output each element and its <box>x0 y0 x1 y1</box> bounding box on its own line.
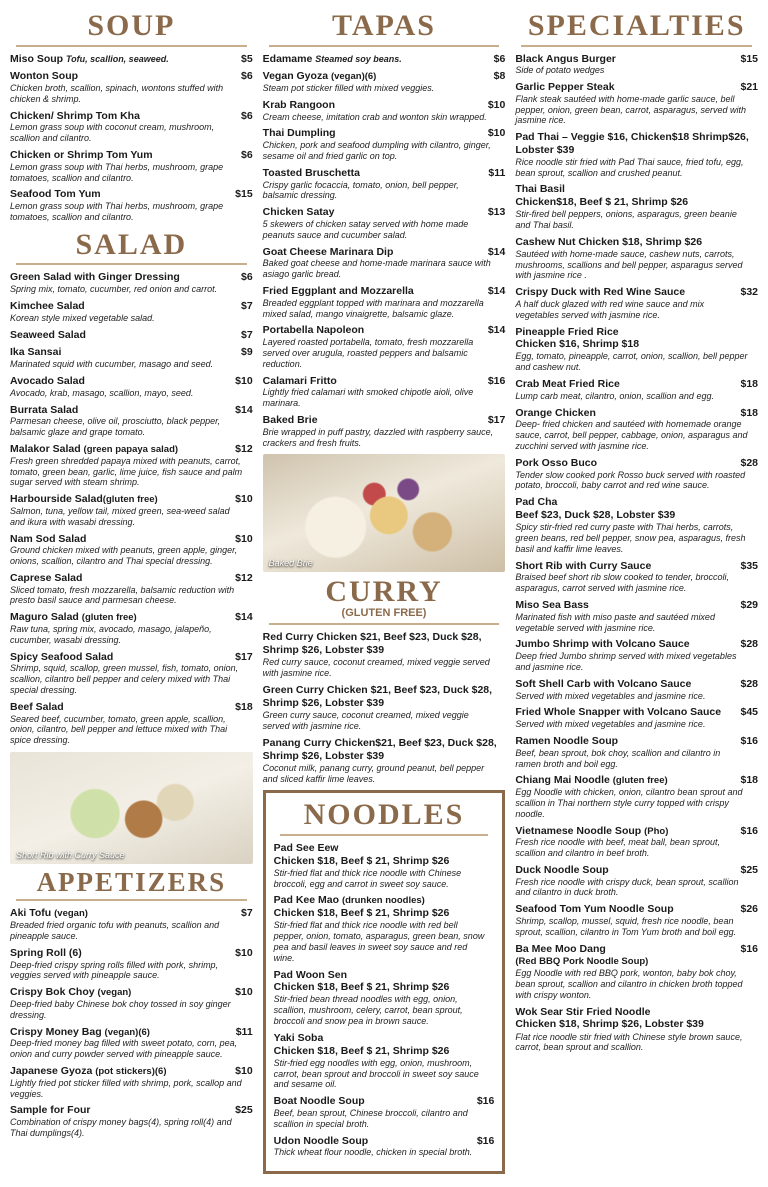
item-name: Black Angus Burger <box>515 52 616 65</box>
menu-item <box>263 70 506 94</box>
item-desc: Flat rice noodle stir fried with Chinese style brown sauce, carrot, bean sprout and scallion. <box>515 1031 743 1053</box>
item-name: Thai Basil <box>515 183 565 196</box>
item-price: $17 <box>487 414 506 427</box>
item-prices: Chicken $18, Beef $ 21, Shrimp $26 <box>273 907 450 920</box>
item-name: Avocado Salad <box>10 374 85 387</box>
item-name: Goat Cheese Marinara Dip <box>262 245 394 258</box>
section-title-noodles: NOODLES <box>303 798 465 832</box>
item-name: Fried Eggplant and Mozzarella <box>262 285 414 298</box>
item-name: Chicken/ Shrimp Tom Kha <box>10 109 140 122</box>
item-name: Duck Noodle Soup <box>515 863 609 876</box>
menu-item <box>515 326 758 374</box>
item-name: Miso Soup Tofu, scallion, seaweed. <box>10 53 185 66</box>
menu-item <box>10 651 253 696</box>
item-desc: Braised beef short rib slow cooked to tender, broccoli, asparagus, carrot served with jasmine rice. <box>515 572 729 594</box>
item-prices: Chicken $18, Shrimp $26, Lobster $39 <box>515 1018 704 1031</box>
item-name: Spicy Seafood Salad <box>10 650 114 663</box>
item-name: Jumbo Shrimp with Volcano Sauce <box>515 638 690 651</box>
menu-item <box>515 407 758 452</box>
photo-short-rib <box>10 752 253 864</box>
divider <box>16 45 247 47</box>
item-price: $6 <box>493 52 506 65</box>
item-desc: Spring mix, tomato, cucumber, red onion and carrot. <box>10 284 218 295</box>
item-desc: Shrimp, scallop, mussel, squid, fresh rice noodle, bean sprout, scallion, cilantro in Tom Yum broth and boil egg. <box>515 916 737 937</box>
menu-item <box>274 1135 495 1159</box>
item-desc: Fresh green shredded papaya mixed with peanuts, carrot, tomato, green bean, garlic, lime juice, fish sauce and palm sugar served with steam shrimp. <box>10 455 243 488</box>
item-price: $14 <box>487 324 506 337</box>
item-desc: Seared beef, cucumber, tomato, green apple, scallion, onion, cilantro, bell pepper and lettuce mixed with Thai spice dressing. <box>10 713 228 746</box>
item-desc: Breaded fried organic tofu with peanuts, scallion and pineapple sauce. <box>10 920 220 941</box>
item-desc: Spicy stir-fried red curry paste with Thai herbs, carrots, green beans, red bell pepper, snow pea, asparagus, fresh basil and kaffir lime leaves. <box>515 522 746 554</box>
menu-item <box>10 346 253 370</box>
item-desc: Side of potato wedges <box>515 65 605 76</box>
item-desc: Steam pot sticker filled with mixed veggies. <box>262 83 435 94</box>
item-price: $6 <box>240 149 253 162</box>
item-name: Chiang Mai Noodle (gluten free) <box>515 774 668 787</box>
item-desc: Sautéed with home-made sauce, cashew nuts, carrots, mushrooms, scallions and bell pepper, asparagus served with jasmine rice . <box>515 248 743 281</box>
item-name: Thai Dumpling <box>262 127 336 140</box>
item-price: $8 <box>493 70 506 83</box>
item-price: $16 <box>740 734 759 747</box>
menu-item <box>10 907 253 941</box>
menu-item <box>515 678 758 702</box>
salad-list <box>10 271 253 746</box>
item-name: Spring Roll (6) <box>10 946 82 959</box>
item-prices: Beef $23, Duck $28, Lobster $39 <box>515 509 676 522</box>
item-name: Maguro Salad (gluten free) <box>10 611 137 624</box>
menu-item <box>263 324 506 369</box>
item-price: $28 <box>740 677 759 690</box>
item-desc: Lemon grass soup with coconut cream, mushroom, scallion and cilantro. <box>10 122 215 144</box>
item-desc: Stir-fried bean thread noodles with egg, onion, scallion, mushroom, celery, carrot, bean sprout, broccoli and snow pea in brown sauce. <box>273 994 463 1027</box>
item-desc: Raw tuna, spring mix, avocado, masago, jalapeño, cucumber, wasabi dressing. <box>10 624 212 645</box>
item-price: $29 <box>740 598 759 611</box>
item-prices: Chicken $18, Beef $ 21, Shrimp $26 <box>273 854 450 867</box>
item-price: $28 <box>740 456 759 469</box>
menu-item <box>10 149 253 183</box>
item-name: Crispy Bok Choy (vegan) <box>10 986 132 999</box>
item-desc: Breaded eggplant topped with marinara and mozzarella mixed salad, mango vinaigrette, balsamic glaze. <box>262 297 484 319</box>
item-desc: Brie wrapped in puff pastry, dazzled with raspberry sauce, crackers and fresh fruits. <box>262 426 494 448</box>
item-price: $12 <box>235 442 253 455</box>
section-title-curry: CURRY <box>325 575 443 609</box>
menu-item <box>515 286 758 320</box>
menu-item <box>10 1026 253 1060</box>
item-price: $16 <box>487 374 506 387</box>
item-price: $18 <box>740 378 759 391</box>
item-name: Wonton Soup <box>10 70 79 83</box>
noodles-list <box>274 842 495 1158</box>
menu-item <box>274 1032 495 1090</box>
item-name: Crispy Money Bag (vegan)(6) <box>10 1025 150 1038</box>
menu-item <box>263 127 506 161</box>
item-price: $11 <box>488 166 506 179</box>
item-price: $12 <box>235 571 253 584</box>
item-price: $16 <box>740 824 759 837</box>
menu-item <box>515 774 758 819</box>
item-price: $10 <box>235 946 253 959</box>
soup-list <box>10 53 253 223</box>
item-desc: Chicken, pork and seafood dumpling with cilantro, ginger, sesame oil and fried garlic on top. <box>262 140 491 162</box>
menu-item <box>263 206 506 240</box>
item-name: Seafood Tom Yum <box>10 188 101 201</box>
appetizers-list <box>10 907 253 1138</box>
menu-item <box>10 404 253 438</box>
item-prices: Chicken $18, Beef $ 21, Shrimp $26 <box>273 981 450 994</box>
menu-item <box>10 572 253 606</box>
item-desc: Lemon grass soup with Thai herbs, mushroom, grape tomatoes, scallion and cilantro. <box>10 201 224 223</box>
curry-subtitle: (GLUTEN FREE) <box>341 606 427 619</box>
item-price: $32 <box>740 286 759 299</box>
item-price: $5 <box>240 52 253 65</box>
menu-item <box>515 638 758 672</box>
item-name: Malakor Salad (green papaya salad) <box>10 442 179 455</box>
item-name: Crispy Duck with Red Wine Sauce <box>515 286 686 299</box>
menu-item <box>263 414 506 448</box>
item-price: $9 <box>240 346 253 359</box>
item-desc: Egg, tomato, pineapple, carrot, onion, scallion, bell pepper and cashew nut. <box>515 351 748 373</box>
item-price: $10 <box>235 493 253 506</box>
item-price: $10 <box>487 98 506 111</box>
menu-item <box>10 947 253 981</box>
menu-item <box>515 236 758 281</box>
item-price: $14 <box>487 285 506 298</box>
item-price: $16 <box>740 942 759 955</box>
menu-item <box>10 1065 253 1099</box>
item-name: Pad See Eew <box>273 841 339 854</box>
item-name: Krab Rangoon <box>262 98 336 111</box>
menu-item <box>515 496 758 554</box>
item-price: $14 <box>235 611 253 624</box>
menu-item <box>263 167 506 201</box>
item-desc: Salmon, tuna, yellow tail, mixed green, sea-weed salad and ikura with wasabi dressing. <box>10 505 230 527</box>
menu-item <box>515 706 758 730</box>
menu-item <box>515 457 758 491</box>
item-desc: Stir-fried egg noodles with egg, onion, mushroom, carrot, bean sprout and broccoli in sweet soy sauce and sesame oil. <box>273 1057 479 1090</box>
noodles-panel <box>263 790 506 1174</box>
item-desc: Deep- fried chicken and sautéed with homemade orange sauce, carrot, bell pepper, cabbage, onion, asparagus and zucchini served with jasmine rice. <box>515 419 748 452</box>
item-price: $6 <box>240 109 253 122</box>
item-desc: Deep-fried crispy spring rolls filled with pork, shrimp, veggies served with pineapple sauce. <box>10 959 219 981</box>
item-name: Miso Sea Bass <box>515 598 589 611</box>
item-desc: Red curry sauce, coconut creamed, mixed veggie served with jasmine rice. <box>262 657 490 678</box>
tapas-list <box>263 53 506 449</box>
menu-item <box>263 99 506 123</box>
item-price: $14 <box>487 245 506 258</box>
item-name: Edamame Steamed soy beans. <box>262 52 402 65</box>
menu-item <box>10 271 253 295</box>
item-name: Vegan Gyoza (vegan)(6) <box>262 70 377 83</box>
menu-item <box>10 1104 253 1138</box>
item-name: Pad Kee Mao (drunken noodles) <box>273 894 425 907</box>
item-desc: Egg Noodle with red BBQ pork, wonton, baby bok choy, bean sprout, scallion and cilantro in chicken broth topped with crispy wonton. <box>515 968 743 1000</box>
item-name: Nam Sod Salad <box>10 532 87 545</box>
item-price: $16 <box>476 1095 495 1108</box>
menu-item <box>263 631 506 679</box>
item-desc: Thick wheat flour noodle, chicken in special broth. <box>273 1147 473 1158</box>
item-desc: Fresh rice noodle with beef, meat ball, bean sprout, scallion and cilantro in beef broth. <box>515 837 720 859</box>
item-price: $10 <box>235 1064 253 1077</box>
item-price: $16 <box>476 1134 495 1147</box>
item-desc: Coconut milk, panang curry, ground peanut, bell pepper and sliced kaffir lime leaves. <box>262 762 485 784</box>
item-name: Fried Whole Snapper with Volcano Sauce <box>515 706 722 719</box>
item-desc: Deep-fried money bag filled with sweet potato, corn, pea, onion and curry powder served with pineapple sauce. <box>10 1038 238 1060</box>
menu-item <box>10 533 253 567</box>
menu-item <box>515 864 758 898</box>
menu-item <box>515 53 758 77</box>
item-price: $18 <box>235 700 253 713</box>
item-price: $10 <box>235 374 253 387</box>
item-desc: Served with mixed vegetables and jasmine rice. <box>515 690 706 701</box>
menu-item <box>263 53 506 66</box>
item-price: $7 <box>240 328 253 341</box>
photo-baked-brie <box>263 454 506 572</box>
item-name: Burrata Salad <box>10 403 79 416</box>
item-desc: Lump carb meat, cilantro, onion, scallion and egg. <box>515 390 714 401</box>
item-name: Beef Salad <box>10 700 64 713</box>
item-price: $15 <box>235 188 253 201</box>
menu-item <box>515 560 758 594</box>
photo-caption: Baked Brie <box>268 558 313 569</box>
section-title-salad: SALAD <box>75 227 188 261</box>
menu-item <box>10 53 253 66</box>
item-name: Ramen Noodle Soup <box>515 734 619 747</box>
section-title-specialties: SPECIALTIES <box>527 9 746 42</box>
menu-item <box>10 300 253 324</box>
item-desc: Served with mixed vegetables and jasmine rice. <box>515 719 706 730</box>
item-price: $6 <box>240 271 253 284</box>
item-name: Japanese Gyoza (pot stickers)(6) <box>10 1064 167 1077</box>
item-price: $14 <box>235 403 253 416</box>
item-price: $6 <box>240 70 253 83</box>
item-desc: Lemon grass soup with Thai herbs, mushroom, grape tomatoes, scallion and cilantro. <box>10 161 224 183</box>
menu-item <box>515 825 758 859</box>
item-desc: Layered roasted portabella, tomato, fresh mozzarella served over arugula, roasted peppers and balsamic reduction. <box>262 337 474 369</box>
item-price: $35 <box>740 559 759 572</box>
menu-item <box>515 599 758 633</box>
menu-item <box>10 188 253 222</box>
photo-caption: Short Rib with Curry Sauce <box>16 850 125 861</box>
menu-item <box>274 894 495 963</box>
item-name: Pineapple Fried Rice <box>515 325 619 338</box>
item-name: Aki Tofu (vegan) <box>10 907 88 920</box>
divider <box>280 834 489 836</box>
item-desc: Lightly fried calamari with smoked chipotle aioli, olive marinara. <box>262 387 474 409</box>
menu-item <box>10 611 253 645</box>
menu-item <box>263 246 506 280</box>
divider <box>521 45 752 47</box>
menu-item <box>10 443 253 488</box>
menu-item <box>515 903 758 937</box>
item-price: $25 <box>740 863 759 876</box>
item-name: Seafood Tom Yum Noodle Soup <box>515 903 674 916</box>
item-name: Chicken Satay <box>262 206 335 219</box>
item-price: $45 <box>740 706 759 719</box>
item-name: Green Salad with Ginger Dressing <box>10 271 180 284</box>
item-price: $10 <box>235 986 253 999</box>
divider <box>16 899 247 901</box>
menu-item <box>10 110 253 144</box>
item-name: Sample for Four <box>10 1104 91 1117</box>
menu-item <box>515 1006 758 1054</box>
menu-item <box>263 285 506 319</box>
menu-item <box>10 701 253 746</box>
menu-columns <box>10 8 758 1174</box>
item-desc: Ground chicken mixed with peanuts, green apple, ginger, onions, scallion, cilantro and Thai special dressing. <box>10 545 238 567</box>
item-name: Calamari Fritto <box>262 374 337 387</box>
item-name: Orange Chicken <box>515 406 596 419</box>
item-name: Kimchee Salad <box>10 299 85 312</box>
menu-item <box>10 70 253 104</box>
menu-item <box>10 329 253 342</box>
item-desc: Fresh rice noodle with crispy duck, bean sprout, scallion and cilantro in duck broth. <box>515 876 739 898</box>
section-title-soup: SOUP <box>87 9 176 42</box>
item-prices: Chicken $16, Shrimp $18 <box>515 338 640 351</box>
item-desc: Beef, bean sprout, bok choy, scallion and cilantro in ramen broth and boil egg. <box>515 747 721 769</box>
section-title-appetizers: APPETIZERS <box>36 867 227 898</box>
item-desc: A half duck glazed with red wine sauce and mix vegetables served with jasmine rice. <box>515 298 705 320</box>
divider <box>269 623 500 625</box>
item-desc: Flank steak sautéed with home-made garlic sauce, bell pepper, onion, green bean, carrot, asparagus, served with jasmine rice. <box>515 93 746 126</box>
item-desc: Deep fried Jumbo shrimp served with mixed vegetables and jasmine rice. <box>515 651 737 672</box>
item-price: $11 <box>235 1025 253 1038</box>
item-name: Ika Sansai <box>10 346 62 359</box>
item-price: $26 <box>740 903 759 916</box>
item-name: Pad Thai – Veggie $16, Chicken$18 Shrimp$26, Lobster $39 <box>515 131 749 157</box>
menu-item <box>10 986 253 1020</box>
item-price: $10 <box>235 532 253 545</box>
item-name: Toasted Bruschetta <box>262 166 360 179</box>
item-desc: Avocado, krab, masago, scallion, mayo, seed. <box>10 387 194 398</box>
menu-item <box>515 378 758 402</box>
item-desc: Tender slow cooked pork Rosso buck served with roasted potato, broccoli, baby carrot and red wine sauce. <box>515 469 746 491</box>
item-desc: Cream cheese, imitation crab and wonton skin wrapped. <box>262 111 487 122</box>
menu-item <box>515 131 758 178</box>
menu-item <box>515 735 758 769</box>
item-prices: Chicken $18, Beef $ 21, Shrimp $26 <box>273 1044 450 1057</box>
menu-item <box>515 943 758 1001</box>
item-desc: Parmesan cheese, olive oil, prosciutto, black pepper, balsamic glaze and grape tomato. <box>10 416 221 438</box>
item-name: Yaki Soba <box>273 1031 324 1044</box>
column-right <box>515 8 758 1174</box>
section-title-tapas: TAPAS <box>332 9 436 42</box>
item-name: Caprese Salad <box>10 571 83 584</box>
menu-item <box>263 684 506 732</box>
item-name: Wok Sear Stir Fried Noodle <box>515 1005 651 1018</box>
item-name: Short Rib with Curry Sauce <box>515 559 652 572</box>
item-name: Red Curry Chicken $21, Beef $23, Duck $28, Shrimp $26, Lobster $39 <box>262 630 482 657</box>
item-name: Portabella Napoleon <box>262 324 365 337</box>
item-price: $28 <box>740 638 759 651</box>
item-desc: Stir-fried flat and thick rice noodle with Chinese broccoli, egg and carrot in sweet soy sauce. <box>273 867 462 889</box>
menu-item <box>263 737 506 785</box>
item-name: Harbourside Salad(gluten free) <box>10 493 158 506</box>
item-price: $17 <box>235 650 253 663</box>
item-name: Pad Woon Sen <box>273 968 347 981</box>
item-price: $13 <box>487 206 506 219</box>
item-price: $18 <box>740 774 759 787</box>
item-name: Pork Osso Buco <box>515 456 598 469</box>
menu-item <box>274 969 495 1027</box>
item-desc: Marinated squid with cucumber, masago and seed. <box>10 359 214 370</box>
item-desc: Crispy garlic focaccia, tomato, onion, bell pepper, balsamic dressing. <box>262 179 459 201</box>
item-name: Panang Curry Chicken$21, Beef $23, Duck $28, Shrimp $26, Lobster $39 <box>262 736 497 762</box>
item-desc: Egg Noodle with chicken, onion, cilantro bean sprout and scallion in Thai northern style curry topped with crispy noodle. <box>515 787 743 819</box>
item-price: $21 <box>740 81 759 94</box>
menu-item <box>10 493 253 527</box>
item-name: Cashew Nut Chicken $18, Shrimp $26 <box>515 235 703 248</box>
item-name: Vietnamese Noodle Soup (Pho) <box>515 824 669 837</box>
item-price: $7 <box>240 299 253 312</box>
item-name: Green Curry Chicken $21, Beef $23, Duck $28, Shrimp $26, Lobster $39 <box>262 683 493 709</box>
divider <box>16 263 247 265</box>
item-price: $18 <box>740 406 759 419</box>
specialties-list <box>515 53 758 1054</box>
item-desc: Baked goat cheese and home-made marinara sauce with asiago garlic bread. <box>262 258 491 280</box>
item-name: Garlic Pepper Steak <box>515 81 615 94</box>
item-desc: 5 skewers of chicken satay served with home made peanuts sauce and cucumber salad. <box>262 219 469 240</box>
item-desc: Green curry sauce, coconut creamed, mixed veggie served with jasmine rice. <box>262 710 469 731</box>
menu-item <box>274 1095 495 1129</box>
item-name: Udon Noodle Soup <box>273 1134 369 1147</box>
menu-item <box>10 375 253 399</box>
item-prices: Chicken$18, Beef $ 21, Shrimp $26 <box>515 196 689 209</box>
item-name: Chicken or Shrimp Tom Yum <box>10 149 153 162</box>
item-name: Crab Meat Fried Rice <box>515 378 620 391</box>
curry-list <box>263 631 506 785</box>
item-desc: Lightly fried pot sticker filled with shrimp, pork, scallop and veggies. <box>10 1077 242 1099</box>
item-price: $10 <box>487 127 506 140</box>
item-name: Boat Noodle Soup <box>273 1095 365 1108</box>
item-name: Seaweed Salad <box>10 328 86 341</box>
item-desc: Korean style mixed vegetable salad. <box>10 312 155 323</box>
item-desc: Combination of crispy money bags(4), spring roll(4) and Thai dumplings(4). <box>10 1117 232 1138</box>
item-desc: Chicken broth, scallion, spinach, wontons stuffed with chicken & shrimp. <box>10 83 224 104</box>
divider <box>269 45 500 47</box>
column-left <box>10 8 253 1174</box>
item-desc: Stir-fired bell peppers, onions, asparagus, green beanie and Thai basil. <box>515 209 737 231</box>
item-desc: Deep-fried baby Chinese bok choy tossed in soy ginger dressing. <box>10 998 231 1020</box>
item-desc: Sliced tomato, fresh mozzarella, balsamic reduction with presto basil sauce and parmesan cheese. <box>10 584 235 606</box>
item-desc: Rice noodle stir fried with Pad Thai sauce, fried tofu, egg, bean sprout, scallion and crushed peanut. <box>515 156 744 178</box>
menu-item <box>263 375 506 409</box>
item-name: Ba Mee Moo Dang (Red BBQ Pork Noodle Soup) <box>515 942 649 968</box>
item-desc: Shrimp, squid, scallop, green mussel, fish, tomato, onion, scallion, cilantro bell pepper and celery mixed with Thai special dressing. <box>10 663 239 696</box>
menu-item <box>515 183 758 231</box>
item-desc: Tofu, scallion, seaweed. <box>66 53 169 64</box>
item-price: $15 <box>740 52 759 65</box>
item-name: Baked Brie <box>262 414 318 427</box>
item-price: $7 <box>240 907 253 920</box>
item-desc: Beef, bean sprout, Chinese broccoli, cilantro and scallion in special broth. <box>273 1107 468 1129</box>
column-center <box>263 8 506 1174</box>
item-name: Soft Shell Carb with Volcano Sauce <box>515 677 692 690</box>
item-price: $25 <box>235 1104 253 1117</box>
item-desc: Marinated fish with miso paste and sautéed mixed vegetable served with jasmine rice. <box>515 611 715 633</box>
item-desc: Stir-fried flat and thick rice noodle with red bell pepper, onion, tomato, asparagus, green bean, snow pea and basil leaves in sweet soy sauce and red wine. <box>273 920 485 963</box>
menu-item <box>515 81 758 126</box>
item-name: Pad Cha <box>515 496 558 509</box>
menu-item <box>274 842 495 890</box>
